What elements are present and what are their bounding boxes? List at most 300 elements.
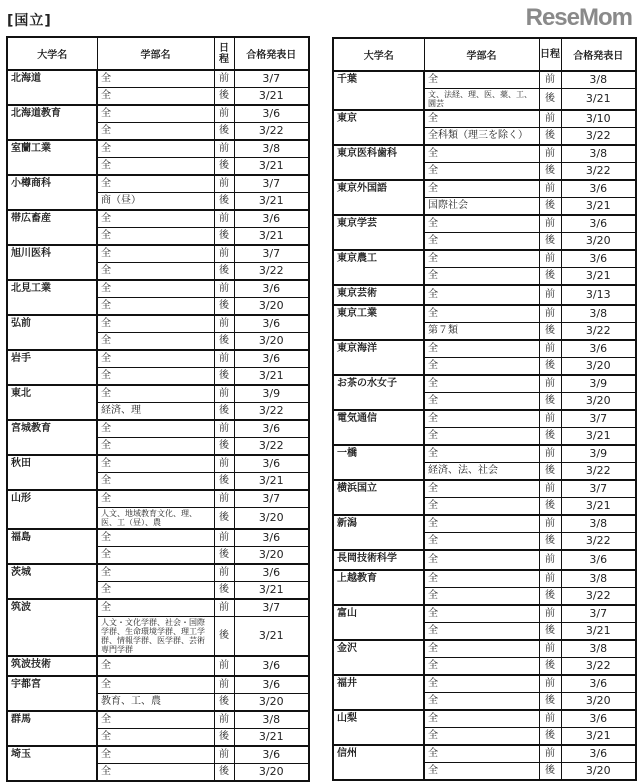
university-name: 新潟 — [333, 515, 424, 550]
table-row — [333, 570, 636, 588]
faculty-cell: 全 — [97, 729, 214, 747]
schedule-cell: 前 — [539, 480, 561, 498]
table-header — [7, 37, 309, 70]
faculty-cell: 人文、地域教育文化、理、医、工（昼）、農 — [97, 508, 214, 530]
schedule-cell: 後 — [539, 89, 561, 111]
date-cell: 3/9 — [234, 385, 309, 403]
table-row — [7, 529, 309, 547]
schedule-cell: 後 — [214, 298, 234, 316]
faculty-cell: 全 — [424, 570, 539, 588]
university-name: 東京 — [333, 110, 424, 145]
schedule-cell: 前 — [214, 70, 234, 88]
date-cell: 3/21 — [561, 728, 636, 746]
table-row — [333, 550, 636, 570]
university-name: 北海道教育 — [7, 105, 97, 140]
university-name: 山形 — [7, 490, 97, 529]
table-row — [7, 350, 309, 368]
schedule-cell: 後 — [214, 438, 234, 456]
header-date: 合格発表日 — [561, 38, 636, 71]
results-table-left — [6, 36, 310, 782]
date-cell: 3/7 — [561, 480, 636, 498]
table-row — [333, 445, 636, 463]
university-name: 上越教育 — [333, 570, 424, 605]
schedule-cell: 前 — [539, 110, 561, 128]
date-cell: 3/20 — [234, 508, 309, 530]
schedule-cell: 後 — [539, 623, 561, 641]
faculty-cell: 全科類（理三を除く） — [424, 128, 539, 146]
table-row — [7, 140, 309, 158]
schedule-cell: 後 — [214, 508, 234, 530]
schedule-cell: 後 — [214, 368, 234, 386]
date-cell: 3/22 — [561, 163, 636, 181]
schedule-cell: 後 — [214, 263, 234, 281]
date-cell: 3/21 — [234, 617, 309, 657]
date-cell: 3/8 — [234, 140, 309, 158]
table-row — [7, 105, 309, 123]
date-cell: 3/22 — [561, 128, 636, 146]
faculty-cell: 全 — [97, 656, 214, 676]
schedule-cell: 後 — [214, 473, 234, 491]
date-cell: 3/21 — [561, 623, 636, 641]
date-cell: 3/6 — [234, 420, 309, 438]
date-cell: 3/7 — [561, 605, 636, 623]
table-row — [7, 385, 309, 403]
table-row — [7, 280, 309, 298]
date-cell: 3/20 — [234, 547, 309, 565]
faculty-cell: 全 — [424, 550, 539, 570]
faculty-cell: 全 — [97, 582, 214, 600]
date-cell: 3/20 — [561, 358, 636, 376]
date-cell: 3/6 — [234, 676, 309, 694]
schedule-cell: 後 — [214, 547, 234, 565]
faculty-cell: 全 — [424, 393, 539, 411]
faculty-cell: 全 — [424, 605, 539, 623]
date-cell: 3/21 — [561, 198, 636, 216]
university-name: 秋田 — [7, 455, 97, 490]
date-cell: 3/6 — [561, 340, 636, 358]
faculty-cell: 全 — [97, 547, 214, 565]
faculty-cell: 全 — [97, 473, 214, 491]
schedule-cell: 前 — [214, 711, 234, 729]
university-name: 宮城教育 — [7, 420, 97, 455]
schedule-cell: 後 — [539, 323, 561, 341]
faculty-cell: 全 — [97, 245, 214, 263]
table-row — [333, 605, 636, 623]
table-row — [333, 285, 636, 305]
table-row — [7, 656, 309, 676]
schedule-cell: 後 — [214, 88, 234, 106]
university-name: 一橋 — [333, 445, 424, 480]
schedule-cell: 後 — [539, 428, 561, 446]
date-cell: 3/22 — [234, 438, 309, 456]
university-name: 東京工業 — [333, 305, 424, 340]
university-name: 室蘭工業 — [7, 140, 97, 175]
faculty-cell: 全 — [424, 250, 539, 268]
faculty-cell: 全 — [97, 420, 214, 438]
faculty-cell: 国際社会 — [424, 198, 539, 216]
date-cell: 3/6 — [234, 529, 309, 547]
date-cell: 3/8 — [561, 71, 636, 89]
schedule-cell: 前 — [539, 445, 561, 463]
date-cell: 3/22 — [561, 658, 636, 676]
faculty-cell: 全 — [97, 123, 214, 141]
table-row — [7, 746, 309, 764]
faculty-cell: 全 — [424, 268, 539, 286]
header-faculty: 学部名 — [97, 37, 214, 70]
university-name: 弘前 — [7, 315, 97, 350]
university-name: 東京医科歯科 — [333, 145, 424, 180]
schedule-cell: 前 — [539, 745, 561, 763]
faculty-cell: 全 — [97, 315, 214, 333]
university-name: 東京学芸 — [333, 215, 424, 250]
university-name: 小樽商科 — [7, 175, 97, 210]
schedule-cell: 前 — [539, 180, 561, 198]
date-cell: 3/6 — [234, 105, 309, 123]
schedule-cell: 後 — [539, 128, 561, 146]
table-row — [7, 711, 309, 729]
faculty-cell: 商（昼） — [97, 193, 214, 211]
schedule-cell: 後 — [214, 694, 234, 712]
university-name: お茶の水女子 — [333, 375, 424, 410]
faculty-cell: 全 — [97, 88, 214, 106]
faculty-cell: 全 — [97, 529, 214, 547]
date-cell: 3/21 — [561, 268, 636, 286]
faculty-cell: 全 — [424, 110, 539, 128]
schedule-cell: 前 — [539, 71, 561, 89]
faculty-cell: 全 — [424, 163, 539, 181]
date-cell: 3/20 — [234, 694, 309, 712]
faculty-cell: 全 — [97, 333, 214, 351]
watermark-logo: ReseMom — [525, 4, 632, 31]
university-name: 福井 — [333, 675, 424, 710]
faculty-cell: 文、法経、理、医、薬、工、園芸 — [424, 89, 539, 111]
date-cell: 3/8 — [561, 145, 636, 163]
header-schedule: 日程 — [214, 37, 234, 70]
schedule-cell: 前 — [214, 656, 234, 676]
schedule-cell: 前 — [539, 640, 561, 658]
university-name: 北見工業 — [7, 280, 97, 315]
faculty-cell: 全 — [97, 764, 214, 782]
date-cell: 3/22 — [561, 323, 636, 341]
faculty-cell: 人文・文化学群、社会・国際学群、生命環境学群、理工学群、情報学群、医学群、芸術専門学群 — [97, 617, 214, 657]
university-name: 東京芸術 — [333, 285, 424, 305]
date-cell: 3/21 — [234, 193, 309, 211]
faculty-cell: 全 — [424, 498, 539, 516]
table-row — [333, 410, 636, 428]
faculty-cell: 全 — [424, 428, 539, 446]
schedule-cell: 前 — [539, 285, 561, 305]
schedule-cell: 前 — [214, 746, 234, 764]
date-cell: 3/6 — [234, 746, 309, 764]
table-row — [333, 340, 636, 358]
university-name: 電気通信 — [333, 410, 424, 445]
schedule-cell: 前 — [214, 529, 234, 547]
schedule-cell: 後 — [539, 463, 561, 481]
faculty-cell: 全 — [97, 599, 214, 617]
date-cell: 3/22 — [234, 123, 309, 141]
date-cell: 3/22 — [561, 463, 636, 481]
university-name: 筑波技術 — [7, 656, 97, 676]
schedule-cell: 前 — [214, 599, 234, 617]
table-row — [333, 710, 636, 728]
table-row — [333, 180, 636, 198]
schedule-cell: 前 — [214, 105, 234, 123]
schedule-cell: 前 — [214, 676, 234, 694]
table-row — [7, 490, 309, 508]
table-row — [333, 145, 636, 163]
university-name: 帯広畜産 — [7, 210, 97, 245]
table-row — [333, 675, 636, 693]
faculty-cell: 全 — [424, 693, 539, 711]
table-row — [333, 480, 636, 498]
header-university: 大学名 — [333, 38, 424, 71]
university-name: 横浜国立 — [333, 480, 424, 515]
date-cell: 3/22 — [561, 588, 636, 606]
faculty-cell: 全 — [97, 280, 214, 298]
faculty-cell: 全 — [424, 305, 539, 323]
date-cell: 3/6 — [561, 550, 636, 570]
date-cell: 3/20 — [561, 693, 636, 711]
date-cell: 3/21 — [561, 89, 636, 111]
date-cell: 3/6 — [234, 656, 309, 676]
schedule-cell: 後 — [539, 588, 561, 606]
date-cell: 3/6 — [561, 745, 636, 763]
date-cell: 3/6 — [234, 210, 309, 228]
faculty-cell: 全 — [424, 285, 539, 305]
date-cell: 3/21 — [234, 582, 309, 600]
faculty-cell: 全 — [97, 564, 214, 582]
date-cell: 3/13 — [561, 285, 636, 305]
header-faculty: 学部名 — [424, 38, 539, 71]
schedule-cell: 後 — [214, 158, 234, 176]
university-name: 東京農工 — [333, 250, 424, 285]
faculty-cell: 全 — [424, 658, 539, 676]
schedule-cell: 前 — [214, 280, 234, 298]
date-cell: 3/10 — [561, 110, 636, 128]
header-date: 合格発表日 — [234, 37, 309, 70]
header-schedule: 日程 — [539, 38, 561, 71]
schedule-cell: 後 — [539, 358, 561, 376]
schedule-cell: 前 — [539, 410, 561, 428]
faculty-cell: 教育、工、農 — [97, 694, 214, 712]
table-row — [333, 375, 636, 393]
schedule-cell: 後 — [214, 729, 234, 747]
table-row — [333, 250, 636, 268]
faculty-cell: 全 — [424, 358, 539, 376]
faculty-cell: 全 — [97, 438, 214, 456]
schedule-cell: 前 — [214, 175, 234, 193]
date-cell: 3/20 — [234, 333, 309, 351]
date-cell: 3/6 — [561, 250, 636, 268]
schedule-cell: 後 — [214, 764, 234, 782]
schedule-cell: 前 — [214, 420, 234, 438]
university-name: 東京外国語 — [333, 180, 424, 215]
table-row — [333, 745, 636, 763]
schedule-cell: 前 — [539, 250, 561, 268]
schedule-cell: 前 — [214, 245, 234, 263]
schedule-cell: 前 — [539, 340, 561, 358]
date-cell: 3/6 — [561, 675, 636, 693]
faculty-cell: 全 — [424, 480, 539, 498]
schedule-cell: 前 — [214, 315, 234, 333]
schedule-cell: 後 — [539, 233, 561, 251]
schedule-cell: 前 — [214, 210, 234, 228]
university-name: 千葉 — [333, 71, 424, 110]
table-row — [7, 420, 309, 438]
table-row — [7, 175, 309, 193]
faculty-cell: 全 — [424, 445, 539, 463]
schedule-cell: 前 — [214, 564, 234, 582]
faculty-cell: 全 — [424, 180, 539, 198]
table-row — [7, 315, 309, 333]
schedule-cell: 前 — [539, 710, 561, 728]
date-cell: 3/6 — [561, 180, 636, 198]
university-name: 東京海洋 — [333, 340, 424, 375]
date-cell: 3/21 — [234, 473, 309, 491]
schedule-cell: 後 — [539, 658, 561, 676]
schedule-cell: 前 — [539, 215, 561, 233]
university-name: 北海道 — [7, 70, 97, 105]
date-cell: 3/6 — [234, 350, 309, 368]
faculty-cell: 全 — [97, 105, 214, 123]
schedule-cell: 後 — [539, 268, 561, 286]
date-cell: 3/7 — [234, 490, 309, 508]
schedule-cell: 前 — [539, 145, 561, 163]
table-row — [333, 71, 636, 89]
faculty-cell: 全 — [424, 340, 539, 358]
university-name: 山梨 — [333, 710, 424, 745]
date-cell: 3/21 — [234, 88, 309, 106]
faculty-cell: 経済、理 — [97, 403, 214, 421]
date-cell: 3/8 — [561, 640, 636, 658]
faculty-cell: 全 — [424, 515, 539, 533]
faculty-cell: 全 — [424, 410, 539, 428]
table-row — [7, 599, 309, 617]
schedule-cell: 後 — [214, 582, 234, 600]
date-cell: 3/20 — [561, 763, 636, 781]
faculty-cell: 全 — [97, 490, 214, 508]
university-name: 金沢 — [333, 640, 424, 675]
date-cell: 3/8 — [234, 711, 309, 729]
faculty-cell: 全 — [97, 298, 214, 316]
schedule-cell: 前 — [539, 570, 561, 588]
table-row — [7, 210, 309, 228]
section-title: [国立] — [7, 13, 52, 29]
schedule-cell: 前 — [539, 515, 561, 533]
date-cell: 3/6 — [234, 455, 309, 473]
faculty-cell: 全 — [424, 763, 539, 781]
faculty-cell: 全 — [424, 675, 539, 693]
date-cell: 3/20 — [234, 764, 309, 782]
university-name: 長岡技術科学 — [333, 550, 424, 570]
date-cell: 3/6 — [234, 564, 309, 582]
schedule-cell: 後 — [539, 533, 561, 551]
table-row — [333, 110, 636, 128]
date-cell: 3/8 — [561, 515, 636, 533]
date-cell: 3/21 — [234, 368, 309, 386]
faculty-cell: 全 — [97, 158, 214, 176]
table-row — [333, 515, 636, 533]
date-cell: 3/8 — [561, 305, 636, 323]
schedule-cell: 後 — [539, 393, 561, 411]
university-name: 群馬 — [7, 711, 97, 746]
faculty-cell: 全 — [424, 745, 539, 763]
table-row — [7, 245, 309, 263]
schedule-cell: 前 — [214, 140, 234, 158]
schedule-cell: 前 — [214, 385, 234, 403]
faculty-cell: 全 — [424, 640, 539, 658]
date-cell: 3/7 — [234, 599, 309, 617]
faculty-cell: 全 — [97, 140, 214, 158]
date-cell: 3/8 — [561, 570, 636, 588]
university-name: 岩手 — [7, 350, 97, 385]
date-cell: 3/20 — [561, 233, 636, 251]
schedule-cell: 前 — [214, 455, 234, 473]
faculty-cell: 全 — [97, 746, 214, 764]
faculty-cell: 全 — [424, 215, 539, 233]
schedule-cell: 後 — [539, 728, 561, 746]
date-cell: 3/22 — [234, 263, 309, 281]
university-name: 福島 — [7, 529, 97, 564]
schedule-cell: 後 — [539, 198, 561, 216]
date-cell: 3/6 — [561, 710, 636, 728]
date-cell: 3/20 — [234, 298, 309, 316]
schedule-cell: 後 — [214, 403, 234, 421]
schedule-cell: 後 — [539, 163, 561, 181]
faculty-cell: 全 — [97, 228, 214, 246]
faculty-cell: 第７類 — [424, 323, 539, 341]
faculty-cell: 全 — [97, 455, 214, 473]
university-name: 東北 — [7, 385, 97, 420]
faculty-cell: 全 — [97, 263, 214, 281]
faculty-cell: 全 — [424, 728, 539, 746]
table-row — [7, 564, 309, 582]
date-cell: 3/21 — [561, 498, 636, 516]
faculty-cell: 全 — [424, 375, 539, 393]
university-name: 旭川医科 — [7, 245, 97, 280]
faculty-cell: 全 — [97, 175, 214, 193]
schedule-cell: 後 — [539, 763, 561, 781]
faculty-cell: 経済、法、社会 — [424, 463, 539, 481]
table-row — [333, 305, 636, 323]
date-cell: 3/6 — [561, 215, 636, 233]
university-name: 筑波 — [7, 599, 97, 656]
date-cell: 3/7 — [234, 70, 309, 88]
date-cell: 3/21 — [234, 158, 309, 176]
schedule-cell: 前 — [539, 305, 561, 323]
date-cell: 3/22 — [234, 403, 309, 421]
schedule-cell: 前 — [214, 490, 234, 508]
table-row — [7, 676, 309, 694]
schedule-cell: 後 — [214, 228, 234, 246]
faculty-cell: 全 — [424, 623, 539, 641]
date-cell: 3/7 — [561, 410, 636, 428]
faculty-cell: 全 — [97, 368, 214, 386]
schedule-cell: 前 — [214, 350, 234, 368]
faculty-cell: 全 — [97, 385, 214, 403]
date-cell: 3/21 — [561, 428, 636, 446]
table-row — [333, 640, 636, 658]
date-cell: 3/7 — [234, 175, 309, 193]
date-cell: 3/6 — [234, 280, 309, 298]
faculty-cell: 全 — [424, 71, 539, 89]
schedule-cell: 後 — [214, 333, 234, 351]
university-name: 信州 — [333, 745, 424, 780]
schedule-cell: 後 — [214, 193, 234, 211]
schedule-cell: 前 — [539, 605, 561, 623]
date-cell: 3/9 — [561, 375, 636, 393]
date-cell: 3/21 — [234, 729, 309, 747]
